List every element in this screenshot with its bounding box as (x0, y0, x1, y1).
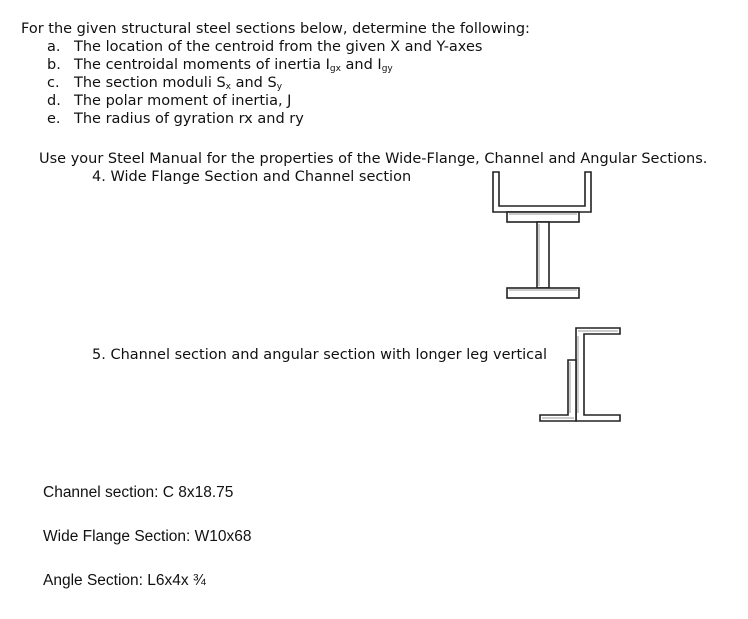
problem-5-heading: 5. Channel section and angular section with longer leg vertical (92, 347, 548, 363)
channel-section-shape-5 (576, 328, 620, 421)
problem-4-heading: 4. Wide Flange Section and Channel section (92, 169, 412, 185)
item-b-pre: The centroidal moments of inertia I (74, 57, 330, 73)
item-c-sub2: y (276, 82, 283, 92)
angle-section-shape (540, 360, 576, 421)
manual-note: Use your Steel Manual for the properties of the Wide-Flange, Channel and Angular Sections. (39, 151, 708, 167)
wide-flange-spec: Wide Flange Section: W10x68 (43, 528, 252, 545)
intro-text: For the given structural steel sections below, determine the following: (21, 21, 530, 37)
item-b-sub1: gx (329, 64, 341, 74)
list-letter-e: e. (47, 111, 61, 127)
figure-4-wide-flange-channel (488, 168, 608, 308)
figure-5-channel-angle (536, 323, 626, 423)
item-e-text: The radius of gyration rx and ry (74, 111, 304, 127)
item-b-mid: and I (340, 57, 382, 73)
item-c-text (74, 75, 282, 92)
list-letter-d: d. (47, 93, 61, 109)
item-d-text: The polar moment of inertia, J (74, 93, 292, 109)
channel-section-shape (493, 172, 591, 212)
item-c-mid: and S (231, 75, 277, 91)
item-c-sub1: x (225, 82, 231, 92)
item-a-text: The location of the centroid from the given X and Y-axes (74, 39, 483, 55)
list-letter-a: a. (47, 39, 61, 55)
list-letter-b: b. (47, 57, 61, 73)
channel-spec: Channel section: C 8x18.75 (43, 484, 234, 501)
item-c-pre: The section moduli S (74, 75, 226, 91)
list-letter-c: c. (47, 75, 60, 91)
item-b-text (74, 57, 393, 74)
item-b-sub2: gy (381, 64, 393, 74)
angle-spec: Angle Section: L6x4x ¾ (43, 572, 206, 589)
